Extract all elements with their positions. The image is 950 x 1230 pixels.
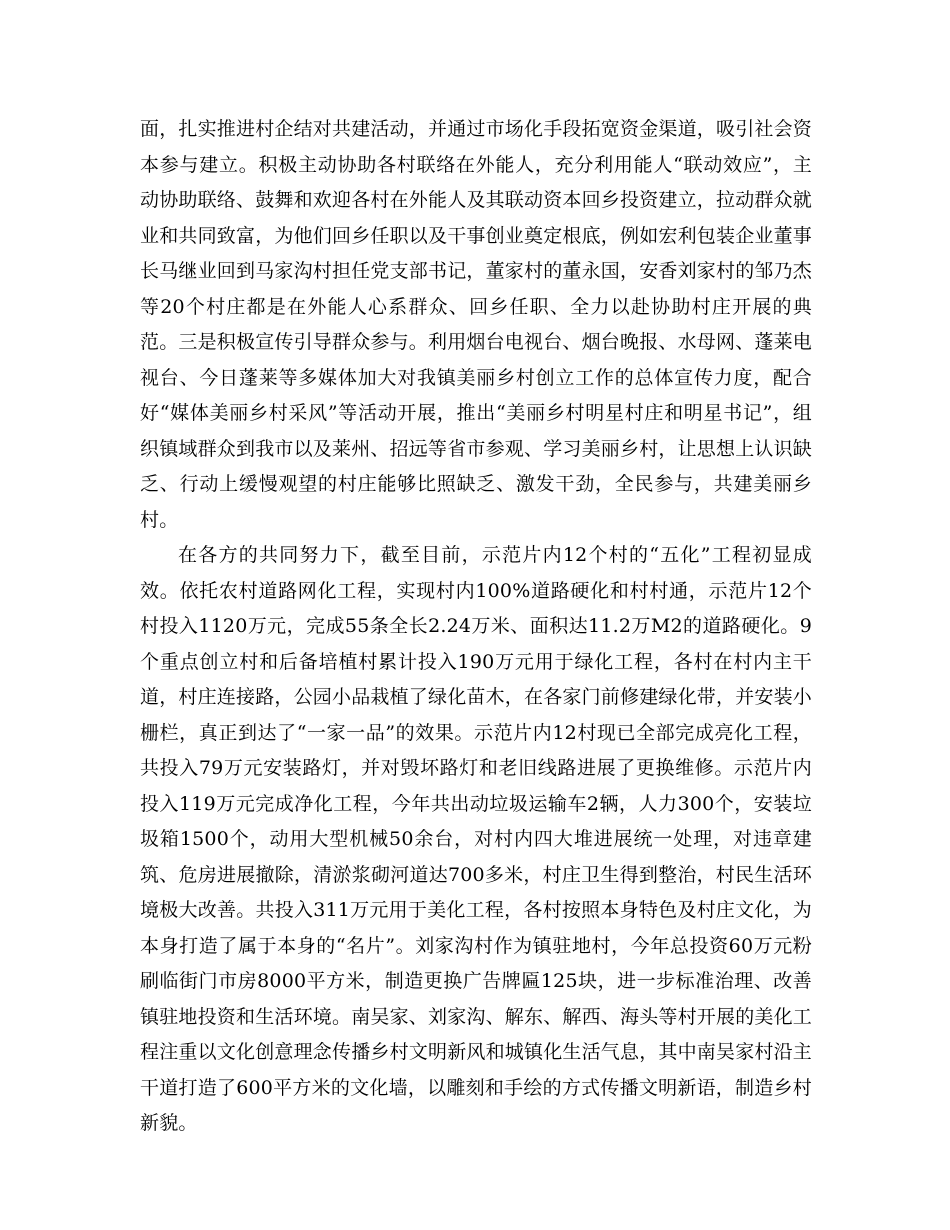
paragraph-achievements: 在各方的共同努力下，截至目前，示范片内12个村的“五化”工程初显成效。依托农村道路网化工程，实现村内100%道路硬化和村村通，示范片12个村投入1120万元，完成55条全长2.24万米、面积达11.2万M2的道路硬化。9个重点创立村和后备培植村累计投入190万元用于绿化工程，各村在村内主干道，村庄连接路，公园小品栽植了绿化苗木，在各家门前修建绿化带，并安装小栅栏，真正到达了“一家一品”的效果。示范片内12村现已全部完成亮化工程，共投入79万元安装路灯，并对毁坏路灯和老旧线路进展了更换维修。示范片内投入119万元完成净化工程，今年共出动垃圾运输车2辆，人力300个，安装垃圾箱1500个，动用大型机械50余台，对村内四大堆进展统一处理，对违章建筑、危房进展撤除，清淤浆砌河道达700多米，村庄卫生得到整治，村民生活环境极大改善。共投入311万元用于美化工程，各村按照本身特色及村庄文化，为本身打造了属于本身的“名片”。刘家沟村作为镇驻地村，今年总投资60万元粉刷临街门市房8000平方米，制造更换广告牌匾125块，进一步标准治理、改善镇驻地投资和生活环境。南吴家、刘家沟、解东、解西、海头等村开展的美化工程注重以文化创意理念传播乡村文明新风和城镇化生活气息，其中南吴家村沿主干道打造了600平方米的文化墙，以雕刻和手绘的方式传播文明新语，制造乡村新貌。 [140,544,813,1134]
paragraph-continuation: 面，扎实推进村企结对共建活动，并通过市场化手段拓宽资金渠道，吸引社会资本参与建立。积极主动协助各村联络在外能人，充分利用能人“联动效应”，主动协助联络、鼓舞和欢迎各村在外能人及其联动资本回乡投资建立，拉动群众就业和共同致富，为他们回乡任职以及干事创业奠定根底，例如宏利包装企业董事长马继业回到马家沟村担任党支部书记，董家村的董永国，安香刘家村的邹乃杰等20个村庄都是在外能人心系群众、回乡任职、全力以赴协助村庄开展的典范。三是积极宣传引导群众参与。利用烟台电视台、烟台晚报、水母网、蓬莱电视台、今日蓬莱等多媒体加大对我镇美丽乡村创立工作的总体宣传力度，配合好“媒体美丽乡村采风”等活动开展，推出“美丽乡村明星村庄和明星书记”，组织镇域群众到我市以及莱州、招远等省市参观、学习美丽乡村，让思想上认识缺乏、行动上缓慢观望的村庄能够比照缺乏、激发干劲，全民参与，共建美丽乡村。 [140,118,813,531]
body-text [140,112,812,1142]
